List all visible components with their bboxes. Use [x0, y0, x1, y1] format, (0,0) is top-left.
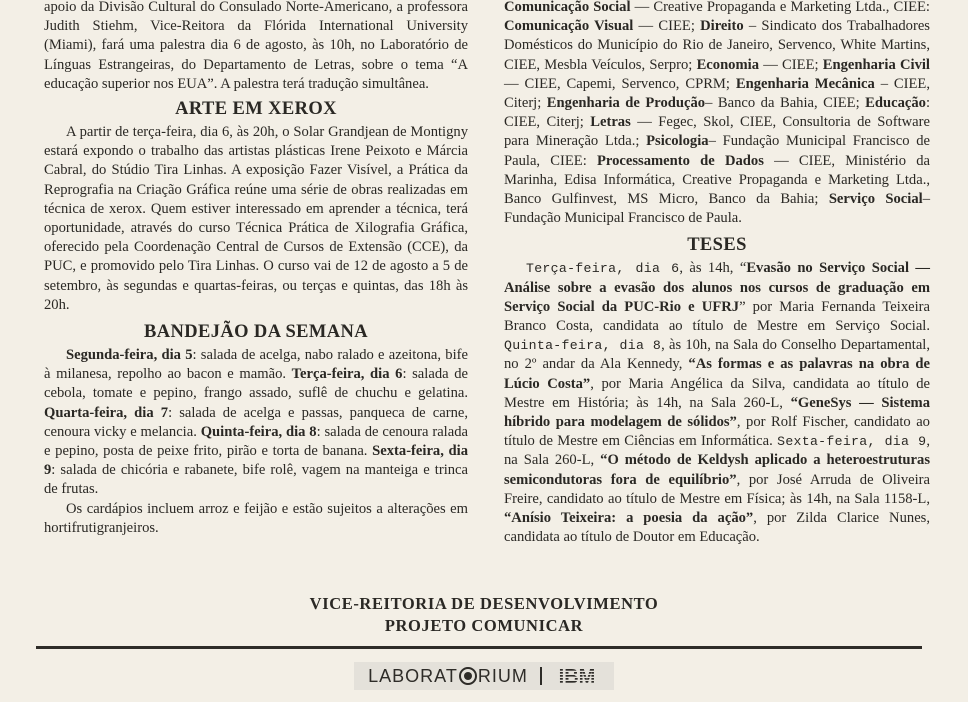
thesis-detail: , por Rolf Fischer, candidato ao título de Mestre em Ciências em Informática.: [504, 414, 930, 450]
thesis-date: Sexta-feira, dia 9: [777, 434, 927, 450]
menu-day: Quarta-feira, dia 7: [44, 404, 169, 421]
svg-text:IBM: IBM: [558, 666, 596, 686]
teses-text: [504, 259, 930, 547]
menu-food: : salada de cenoura ralada e pepino, posta de peixe frito, pirão e torta de banana.: [44, 423, 468, 460]
thesis-detail: , na Sala 260-L,: [504, 433, 930, 469]
menu-food: : salada de cebola, tomate e pepino, frango assado, suflê de chuchu e gelatina.: [44, 366, 468, 402]
internship-area: Psicologia: [646, 133, 709, 150]
left-column: [44, 0, 468, 538]
internship-companies: — CIEE, Capemi, Servenco, CPRM;: [504, 75, 736, 92]
internship-companies: — Creative Propaganda e Marketing Ltda., CIEE:: [630, 0, 930, 15]
internship-area: Comunicação Social: [504, 0, 631, 15]
weekly-menu: [44, 346, 468, 500]
thesis-title: “Anísio Teixeira: a poesia da ação”: [504, 510, 754, 527]
internship-companies: — CIEE;: [633, 18, 701, 35]
arte-em-xerox-text: A partir de terça-feira, dia 6, às 20h, o Solar Grandjean de Montigny estará expondo o trabalho das artistas plásticas Irene Peixoto e Márcia Cabral, do Stúdio Tira Linhas. A exposição Fazer Visível, a Prática da Reprografia na Criação Gráfica reúne uma série de obras realizadas em técnica de xerox. Quem estiver interessado em aprender a técnica, terá oportunidade, através do curso Técnica Prática de Xilografia Gráfica, oferecido pela Coordenação Central de Cursos de Extensão (CCE), da PUC, e promovido pelo Tira Linhas. O curso vai de 12 de agosto a 5 de setembro, às segundas e quartas-feiras, ou terças e quintas, das 18h às 20h.: [44, 124, 468, 313]
arte-em-xerox-heading: ARTE EM XEROX: [175, 99, 337, 120]
menu-day: Terça-feira, dia 6: [291, 366, 403, 383]
laboratorium-logo: [368, 666, 528, 687]
internship-area: Engenharia de Produção: [546, 95, 706, 112]
internship-companies: – Fundação Municipal Francisco de Paula.: [504, 191, 930, 227]
internship-companies: — CIEE, Ministério da Marinha, Edisa Informática, Creative Propaganda e Marketing Ltda., Banco Gulfinvest, MS Micro, Banco da Bahia;: [504, 152, 930, 208]
internship-companies: – CIEE, Citerj;: [504, 75, 930, 112]
sponsor-logos: [0, 662, 968, 688]
ibm-logo-icon: [554, 666, 600, 686]
internship-area: Comunicação Visual: [504, 18, 634, 35]
thesis-date: Terça-feira, dia 6: [526, 261, 680, 277]
thesis-title: “As formas e as palavras na obra de Lúcio Costa”: [504, 356, 930, 392]
logo-separator: [540, 667, 542, 685]
menu-food: : salada de acelga, nabo ralado e azeitona, bife à milanesa, repolho ao bacon e mamão.: [44, 347, 468, 383]
footer-vice-reitoria: VICE-REITORIA DE DESENVOLVIMENTO: [309, 594, 659, 613]
internship-companies: — Fegec, Skol, CIEE, Consultoria de Software para Mineração Ltda.;: [504, 114, 930, 150]
thesis-detail: ” por Maria Fernanda Teixeira Branco Costa, candidata ao título de Mestre em Serviço Social.: [504, 298, 931, 335]
menu-day: Segunda-feira, dia 5: [66, 347, 193, 364]
right-column: [504, 0, 930, 547]
thesis-detail: , às 14h, “: [679, 260, 747, 277]
menu-day: Quinta-feira, dia 8: [200, 423, 317, 440]
internship-area: Direito: [700, 18, 744, 35]
internship-area: Processamento de Dados: [596, 152, 764, 169]
internship-area: Letras: [590, 114, 631, 131]
internship-companies: – Sindicato dos Trabalhadores Domésticos do Município do Rio de Janeiro, Servenco, White Martins, CIEE, Mesbla Veículos, Serpro;: [504, 18, 930, 73]
thesis-detail: , por José Arruda de Oliveira Freire, candidato ao título de Mestre em Física; às 14h, na Sala 1158-L,: [504, 471, 930, 507]
menu-note: Os cardápios incluem arroz e feijão e estão sujeitos a alterações em hortifrutigranjeiros.: [44, 500, 468, 536]
logo-text-right: RIUM: [477, 665, 528, 686]
internship-area: Serviço Social: [828, 191, 923, 208]
menu-food: : salada de chicória e rabanete, bife rolê, vagem na manteiga e trinca de frutas.: [44, 462, 468, 498]
thesis-detail: , por Maria Angélica da Silva, candidata ao título de Mestre em História; às 14h, na Sala 260-L,: [504, 375, 930, 411]
bandejao-heading: BANDEJÃO DA SEMANA: [143, 322, 369, 343]
internship-companies: – Fundação Municipal Francisco de Paula, CIEE:: [504, 133, 930, 169]
internship-companies: – Banco da Bahia, CIEE;: [705, 95, 866, 112]
internship-area: Engenharia Civil: [822, 56, 930, 73]
logo-box: [354, 662, 614, 690]
internship-area: Economia: [696, 56, 759, 73]
internship-area: Engenharia Mecânica: [735, 75, 875, 92]
teses-heading: TESES: [687, 235, 747, 256]
thesis-detail: , às 10h, na Sala do Conselho Departamental, no 2º andar da Ala Kennedy,: [504, 337, 931, 373]
thesis-date: Quinta-feira, dia 8: [504, 338, 662, 354]
menu-day: Sexta-feira, dia 9: [44, 443, 469, 479]
footer-rule: [36, 646, 922, 649]
thesis-title: “O método de Keldysh aplicado a heteroestruturas semicondutoras fora de equilíbrio”: [504, 452, 930, 488]
thesis-title: “GeneSys — Sistema híbrido para modelagem de sólidos”: [504, 394, 930, 431]
globe-icon: [459, 667, 477, 685]
footer-projeto: PROJETO COMUNICAR: [384, 616, 584, 635]
thesis-title: Evasão no Serviço Social — Análise sobre a evasão dos alunos nos cursos de graduação em Serviço Social da PUC-Rio e UFRJ: [504, 260, 930, 315]
internship-list: [504, 0, 930, 228]
lecture-announcement: apoio da Divisão Cultural do Consulado Norte-Americano, a professora Judith Stiehm, Vice-Reitora da Flórida International University (Miami), fará uma palestra dia 6 de agosto, às 10h, no Laboratório de Línguas Estrangeiras, do Departamento de Letras, sobre o tema “A educação superior nos EUA”. A palestra terá tradução simultânea.: [44, 0, 468, 92]
internship-companies: : CIEE, Citerj;: [504, 95, 930, 131]
internship-area: Educação: [865, 95, 926, 112]
logo-text-left: LABORAT: [368, 665, 458, 686]
internship-companies: — CIEE;: [759, 56, 823, 73]
thesis-detail: , por Zilda Clarice Nunes, candidata ao título de Doutor em Educação.: [504, 510, 930, 546]
menu-food: : salada de acelga e passas, panqueca de carne, cenoura vicky e melancia.: [44, 404, 469, 440]
